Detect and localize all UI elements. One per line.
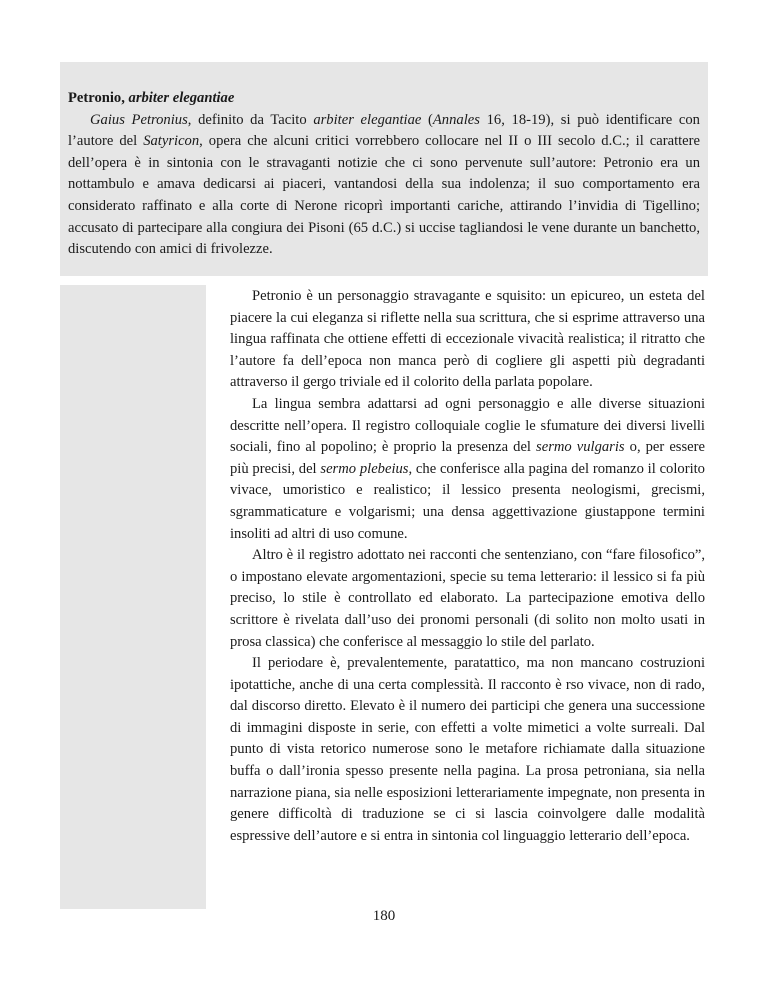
info-box (68, 88, 700, 261)
paragraph-3: Altro è il registro adottato nei racconti che sentenziano, con “fare filosofico”, o impostano elevate argomentazioni, specie su tema letterario: il lessico si fa più preciso, lo stile è controllato ed elaborato. La partecipazione emotiva dello scrittore è rivelata dall’uso dei pronomi personali (di solito non molto usati in prosa classica) che conferisce al messaggio lo stile del parlato. (230, 547, 705, 650)
text-run: o, per essere più precisi, del (230, 439, 705, 477)
text-run: ( (421, 111, 433, 128)
text-italic: sermo plebeius (320, 460, 409, 477)
paragraph-1: Petronio è un personaggio stravagante e squisito: un epicureo, un esteta del piacere la cui eleganza si riflette nella sua scrittura, che si esprime attraverso una lingua raffinata che ottiene effetti di eccezionale vivacità realistica; il ritratto che l’autore fa dell’epoca non manca però di cogliere gli aspetti più degradanti attraverso il gergo triviale ed il colorito della parlata popolare. (230, 288, 705, 391)
text-run: La lingua sembra adattarsi ad ogni personaggio e alle diverse situazioni descritte nell’opera. Il registro colloquiale coglie le sfumature dei diversi livelli sociali, fino al popolino; è proprio la presenza del (230, 395, 705, 456)
side-margin-bar (60, 285, 206, 909)
main-text (230, 286, 705, 847)
text-run: , opera che alcuni critici vorrebbero collocare nel II o III secolo d.C.; il carattere dell’opera è in sintonia con le stravaganti notizie che ci sono pervenute sull’autore: Petronio era un nottambulo e amava dedicarsi ai piaceri, vantandosi della sua indolenza; il suo comportamento era considerato raffinato e alla corte di Nerone ricoprì importanti cariche, attirando l’invidia di Tigellino; accusato di partecipare alla congiura dei Pisoni (65 d.C.) si uccise tagliandosi le vene durante un banchetto, discutendo con amici di frivolezze. (68, 133, 700, 258)
text-run: , che conferisce alla pagina del romanzo il colorito vivace, umoristico e realistico; il lessico presenta neologismi, grecismi, sgrammaticature e volgarismi; una densa aggettivazione giustappone termini insoliti ad altri di uso comune. (230, 460, 705, 542)
paragraph-2 (230, 394, 705, 545)
info-box-title-name: Petronio, (68, 90, 129, 106)
page-number: 180 (372, 908, 396, 924)
info-box-paragraph (68, 110, 700, 261)
text-italic: arbiter elegantiae (313, 111, 422, 128)
text-run: 16, 18-19), si può identificare con l’autore del (68, 111, 700, 150)
text-italic: Gaius Petronius (90, 111, 188, 128)
text-italic: Satyricon (143, 133, 200, 150)
text-run: , definito da Tacito (187, 111, 314, 128)
paragraph-4: Il periodare è, prevalentemente, paratattico, ma non mancano costruzioni ipotattiche, anche di una certa complessità. Il racconto è rso vivace, non di rado, dal discorso diretto. Elevato è il numero dei participi che genera una successione di immagini disposte in serie, con effetti a volte mimetici a volte surreali. Dal punto di vista retorico numerose sono le metafore richiamate dalla situazione buffa o dall’ironia spesso presente nella pagina. La prosa petroniana, sia nella narrazione piana, sia nelle esposizioni letterariamente impegnate, non presenta in genere difficoltà di traduzione se ci si lascia coinvolgere dalle modalità espressive dell’autore e si entra in sintonia col linguaggio letterario dell’epoca. (230, 655, 705, 844)
info-box-title-epithet: arbiter elegantiae (128, 90, 235, 106)
info-box-title (68, 88, 700, 110)
text-italic: sermo vulgaris (536, 439, 625, 456)
text-italic: Annales (432, 111, 480, 128)
